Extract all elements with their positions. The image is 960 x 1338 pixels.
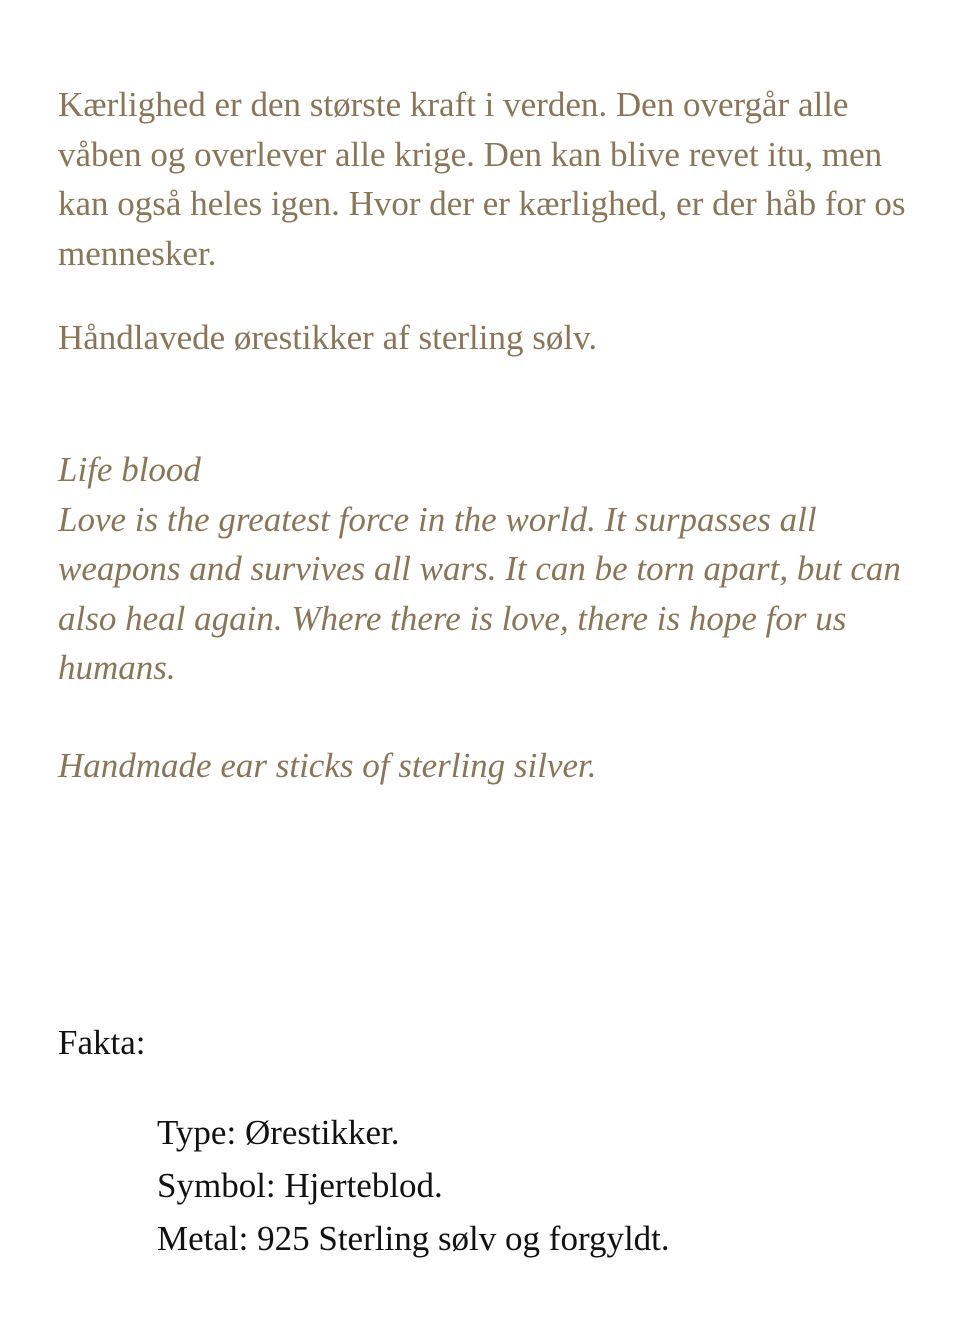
english-description-paragraph: Love is the greatest force in the world. It surpasses all weapons and survives all wars. It can be torn apart, but can also heal again. Where there is love, there is hope for us humans. (58, 499, 901, 687)
fact-symbol: Symbol: Hjerteblod. (157, 1166, 443, 1205)
facts-heading: Fakta: (58, 1023, 146, 1062)
english-material-line: Handmade ear sticks of sterling silver. (58, 746, 597, 785)
danish-description-paragraph: Kærlighed er den største kraft i verden. Den overgår alle våben og overlever alle krige. Den kan blive revet itu, men kan også heles igen. Hvor der er kærlighed, er der håb for os mennesker. (58, 85, 906, 273)
danish-material-line: Håndlavede ørestikker af sterling sølv. (58, 318, 598, 357)
fact-metal: Metal: 925 Sterling sølv og forgyldt. (157, 1219, 670, 1258)
english-title: Life blood (58, 450, 201, 489)
english-description-block (58, 445, 928, 693)
facts-list (157, 1106, 670, 1265)
fact-type: Type: Ørestikker. (157, 1113, 400, 1152)
